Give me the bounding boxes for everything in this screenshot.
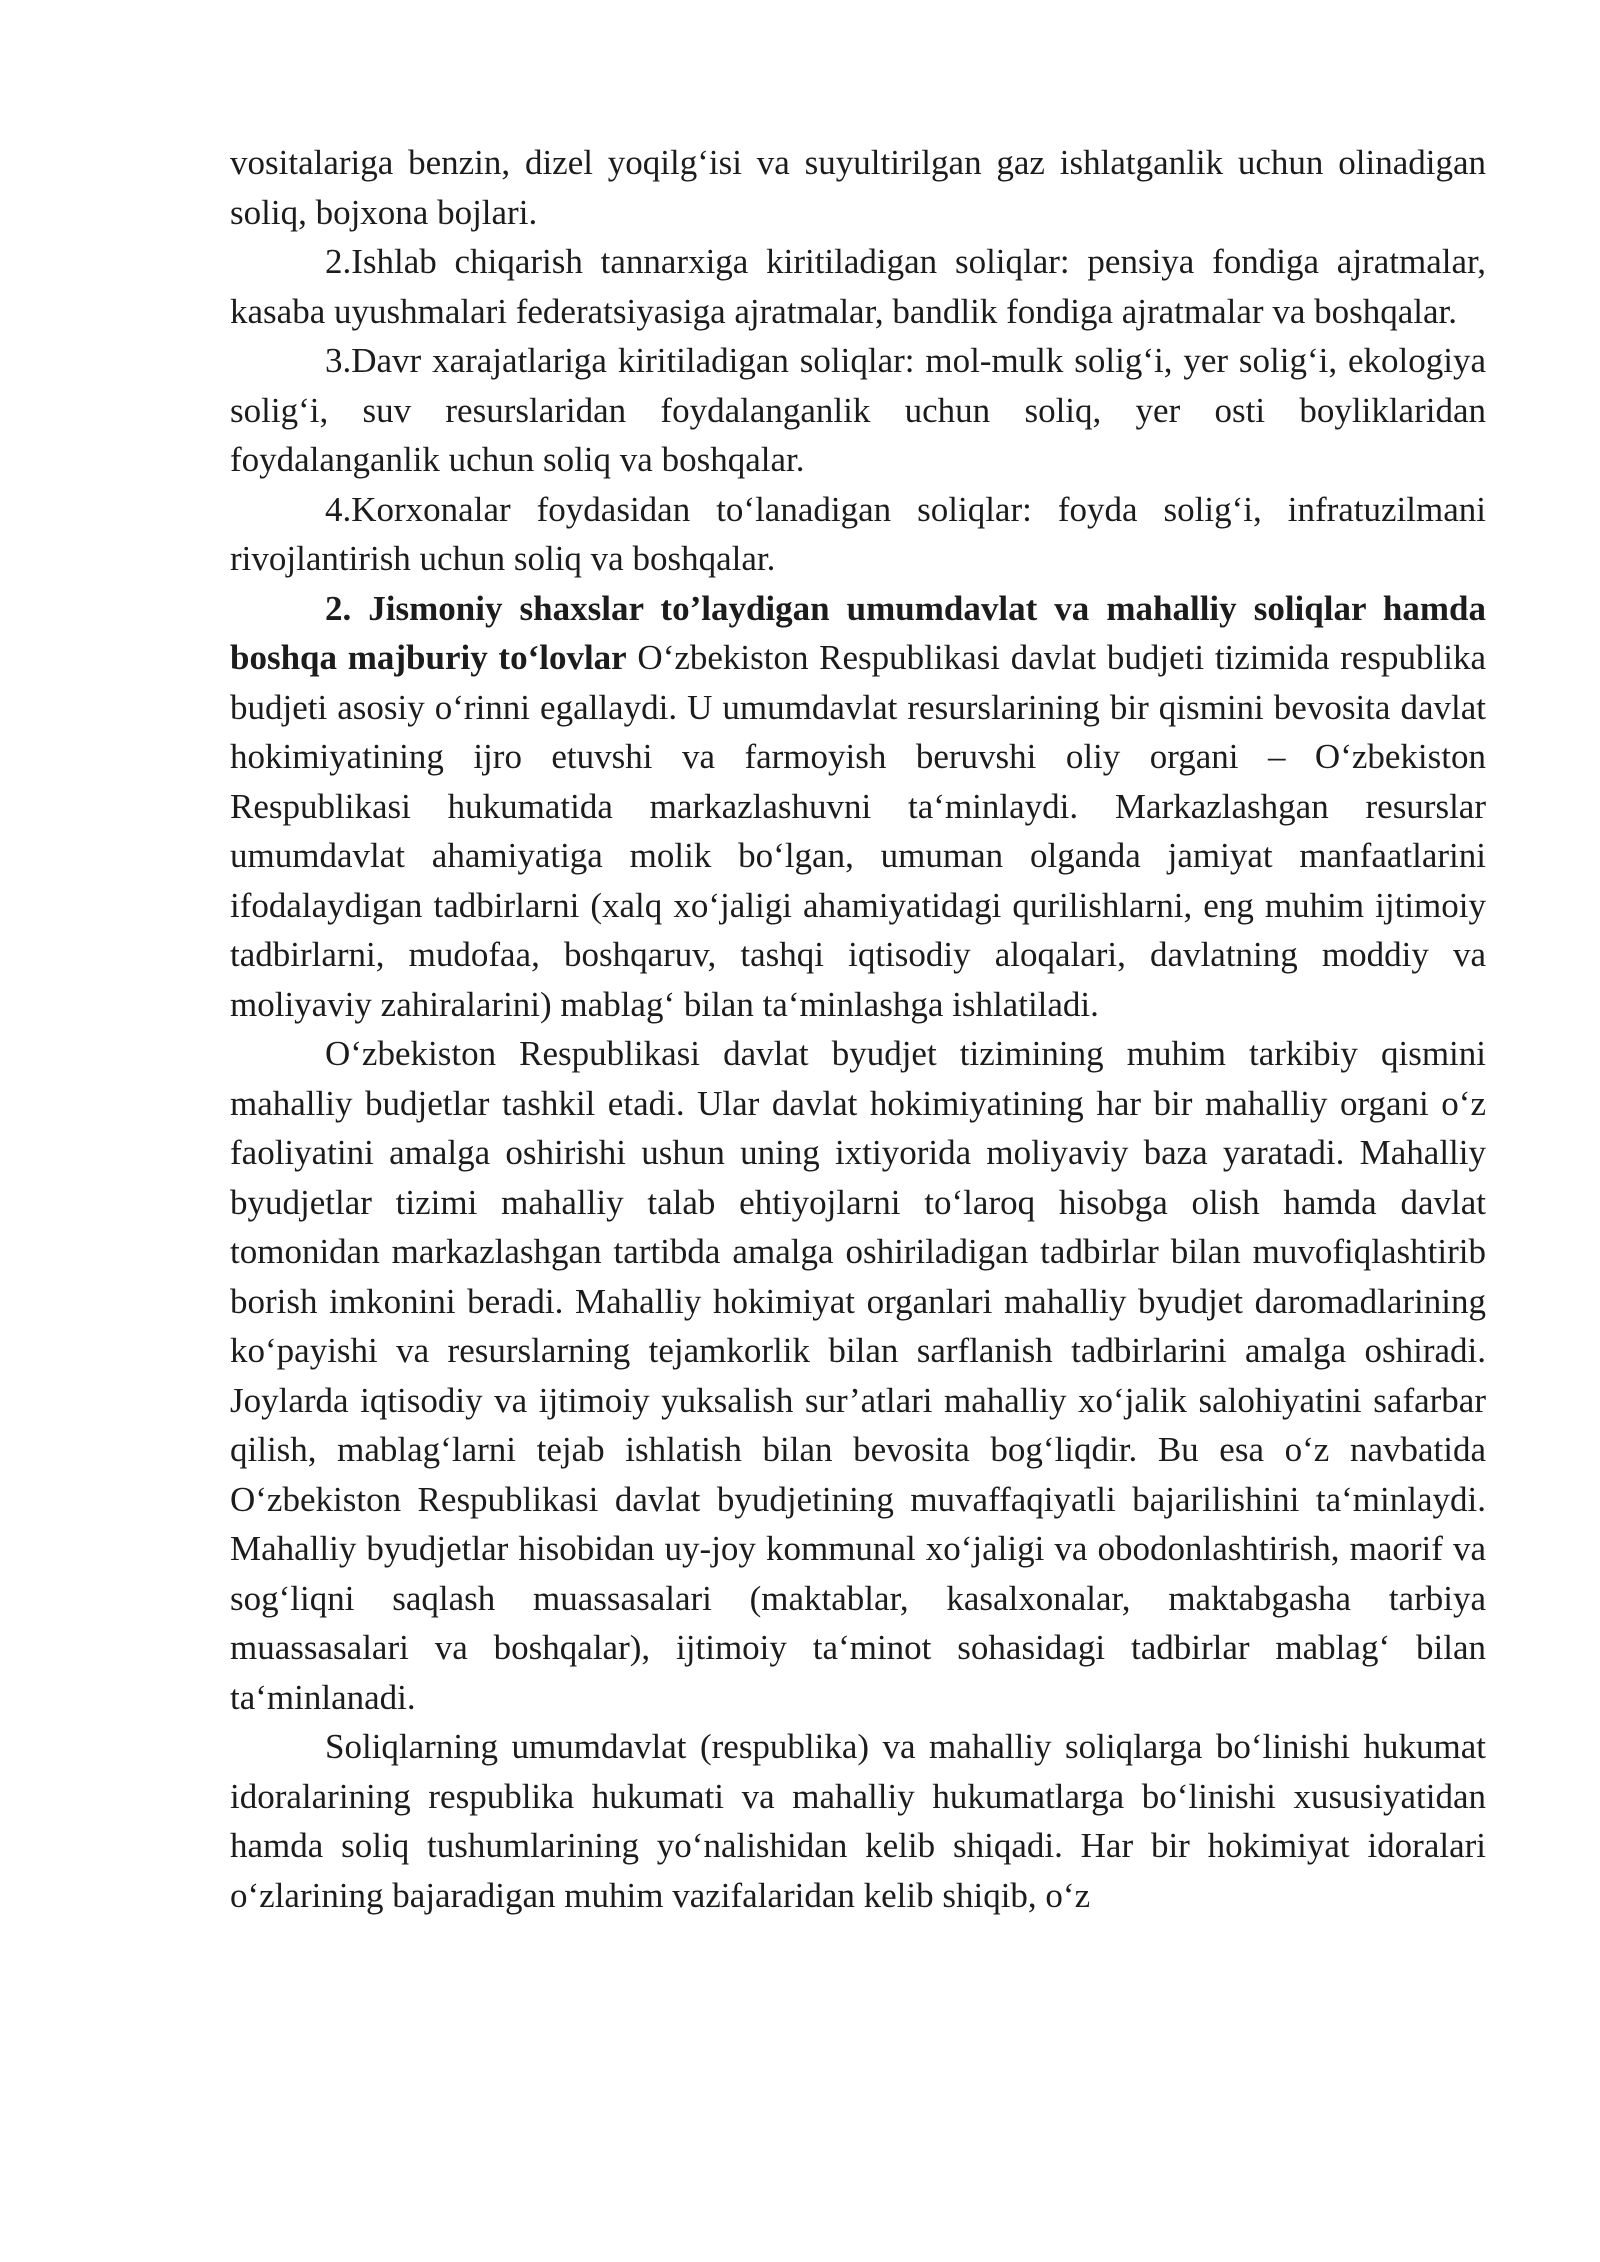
- paragraph-tax-division: [230, 1722, 1486, 1920]
- paragraph-item-3: [230, 336, 1486, 485]
- paragraph-item-2: [230, 237, 1486, 336]
- paragraph-local-budgets: [230, 1029, 1486, 1722]
- paragraph-text: 2.Ishlab chiqarish tannarxiga kiritiladigan soliqlar: pensiya fondiga ajratmalar, kasaba uyushmalari federatsiyasiga ajratmalar, bandlik fondiga ajratmalar va boshqalar.: [230, 242, 1486, 331]
- document-page: [230, 138, 1486, 1920]
- section-heading: 2. Jismoniy shaxslar to’laydigan umumdavlat va mahalliy soliqlar hamda boshqa majburiy to‘lovlar: [230, 588, 1486, 677]
- paragraph-text: 4.Korxonalar foydasidan to‘lanadigan soliqlar: foyda solig‘i, infratuzilmani rivojlantirish uchun soliq va boshqalar.: [230, 489, 1486, 578]
- paragraph-text: 3.Davr xarajatlariga kiritiladigan soliqlar: mol-mulk solig‘i, yer solig‘i, ekologiya solig‘i, suv resurslaridan foydalanganlik uchun soliq, yer osti boyliklaridan foydalanganlik uchun soliq va boshqalar.: [230, 341, 1486, 479]
- paragraph-text: O‘zbekiston Respublikasi davlat budjeti tizimida respublika budjeti asosiy o‘rinni egallaydi. U umumdavlat resurslarining bir qismini bevosita davlat hokimiyatining ijro etuvshi va farmoyish beruvshi oliy organi – O‘zbekiston Respublikasi hukumatida markazlashuvni ta‘minlaydi. Markazlashgan resurslar umumdavlat ahamiyatiga molik bo‘lgan, umuman olganda jamiyat manfaatlarini ifodalaydigan tadbirlarni (xalq xo‘jaligi ahamiyatidagi qurilishlarni, eng muhim ijtimoiy tadbirlarni, mudofaa, boshqaruv, tashqi iqtisodiy aloqalari, davlatning moddiy va moliyaviy zahiralarini) mablag‘ bilan ta‘minlashga ishlatiladi.: [230, 638, 1487, 1024]
- paragraph-text: vositalariga benzin, dizel yoqilg‘isi va suyultirilgan gaz ishlatganlik uchun olinadigan soliq, bojxona bojlari.: [230, 143, 1486, 232]
- paragraph-section-2: [230, 584, 1486, 1030]
- paragraph-continuation: [230, 138, 1486, 237]
- paragraph-text: O‘zbekiston Respublikasi davlat byudjet tizimining muhim tarkibiy qismini mahalliy budjetlar tashkil etadi. Ular davlat hokimiyatining har bir mahalliy organi o‘z faoliyatini amalga oshirishi ushun uning ixtiyorida moliyaviy baza yaratadi. Mahalliy byudjetlar tizimi mahalliy talab ehtiyojlarni to‘laroq hisobga olish hamda davlat tomonidan markazlashgan tartibda amalga oshiriladigan tadbirlar bilan muvofiqlashtirib borish imkonini beradi. Mahalliy hokimiyat organlari mahalliy byudjet daromadlarining ko‘payishi va resurslarning tejamkorlik bilan sarflanish tadbirlarini amalga oshiradi. Joylarda iqtisodiy va ijtimoiy yuksalish sur’atlari mahalliy xo‘jalik salohiyatini safarbar qilish, mablag‘larni tejab ishlatish bilan bevosita bog‘liqdir. Bu esa o‘z navbatida O‘zbekiston Respublikasi davlat byudjetining muvaffaqiyatli bajarilishini ta‘minlaydi. Mahalliy byudjetlar hisobidan uy-joy kommunal xo‘jaligi va obodonlashtirish, maorif va sog‘liqni saqlash muassasalari (maktablar, kasalxonalar, maktabgasha tarbiya muassasalari va boshqalar), ijtimoiy ta‘minot sohasidagi tadbirlar mablag‘ bilan ta‘minlanadi.: [230, 1034, 1486, 1717]
- paragraph-text: Soliqlarning umumdavlat (respublika) va mahalliy soliqlarga bo‘linishi hukumat idoralarining respublika hukumati va mahalliy hukumatlarga bo‘linishi xususiyatidan hamda soliq tushumlarining yo‘nalishidan kelib shiqadi. Har bir hokimiyat idoralari o‘zlarining bajaradigan muhim vazifalaridan kelib shiqib, o‘z: [230, 1727, 1486, 1915]
- paragraph-item-4: [230, 485, 1486, 584]
